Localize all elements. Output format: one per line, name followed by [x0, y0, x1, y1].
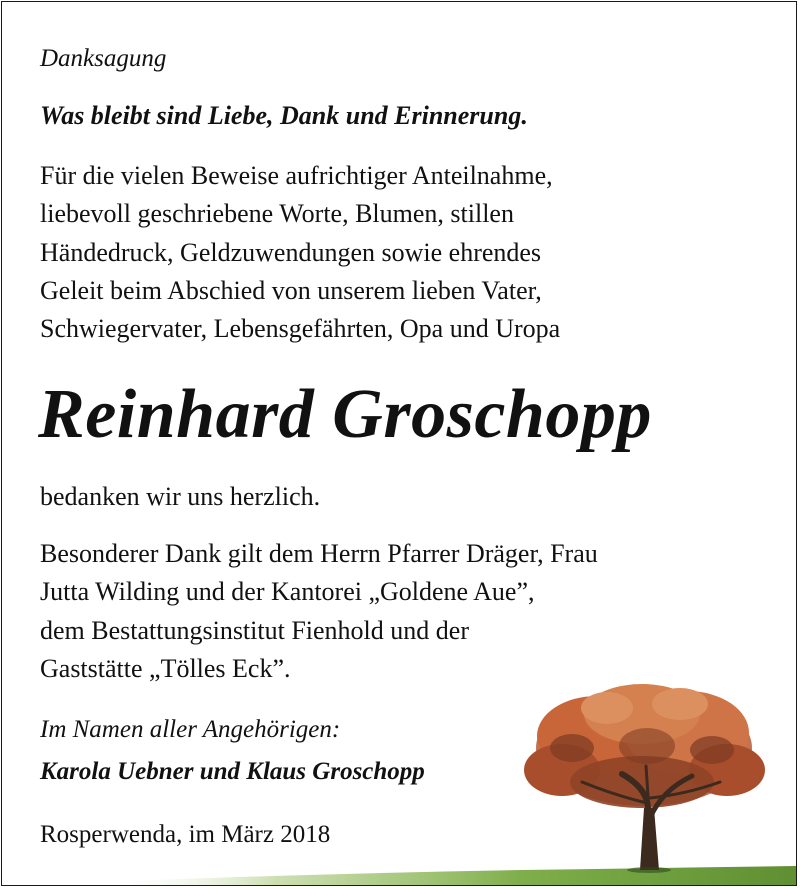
paragraph-line: Geleit beim Abschied von unserem lieben Vater,	[40, 275, 542, 305]
paragraph-line: dem Bestattungsinstitut Fienhold und der	[40, 615, 469, 645]
thanks-paragraph	[40, 157, 560, 348]
paragraph-line: liebevoll geschriebene Worte, Blumen, stillen	[40, 199, 514, 229]
paragraph-line: bedanken wir uns herzlich.	[40, 482, 321, 511]
paragraph-line: Jutta Wilding und der Kantorei „Goldene Aue”,	[40, 577, 535, 607]
thanks-closing	[40, 478, 320, 516]
signature-intro: Im Namen aller Angehörigen:	[40, 716, 341, 743]
paragraph-line: Besonderer Dank gilt dem Herrn Pfarrer Dräger, Frau	[40, 539, 598, 568]
place-date: Rosperwenda, im März 2018	[40, 821, 331, 848]
tree-icon	[102, 678, 797, 886]
motto: Was bleibt sind Liebe, Dank und Erinnerung.	[40, 101, 528, 130]
notice-heading: Danksagung	[40, 45, 167, 72]
special-thanks-paragraph	[40, 535, 598, 688]
obituary-notice	[1, 1, 797, 886]
paragraph-line: Händedruck, Geldzuwendungen sowie ehrendes	[40, 237, 542, 267]
signers: Karola Uebner und Klaus Groschopp	[40, 758, 425, 785]
paragraph-line: Gaststätte „Tölles Eck”.	[40, 653, 291, 683]
deceased-name: Reinhard Groschopp	[38, 376, 652, 453]
paragraph-line: Für die vielen Beweise aufrichtiger Anteilnahme,	[40, 161, 553, 190]
paragraph-line: Schwiegervater, Lebensgefährten, Opa und Uropa	[40, 314, 561, 344]
